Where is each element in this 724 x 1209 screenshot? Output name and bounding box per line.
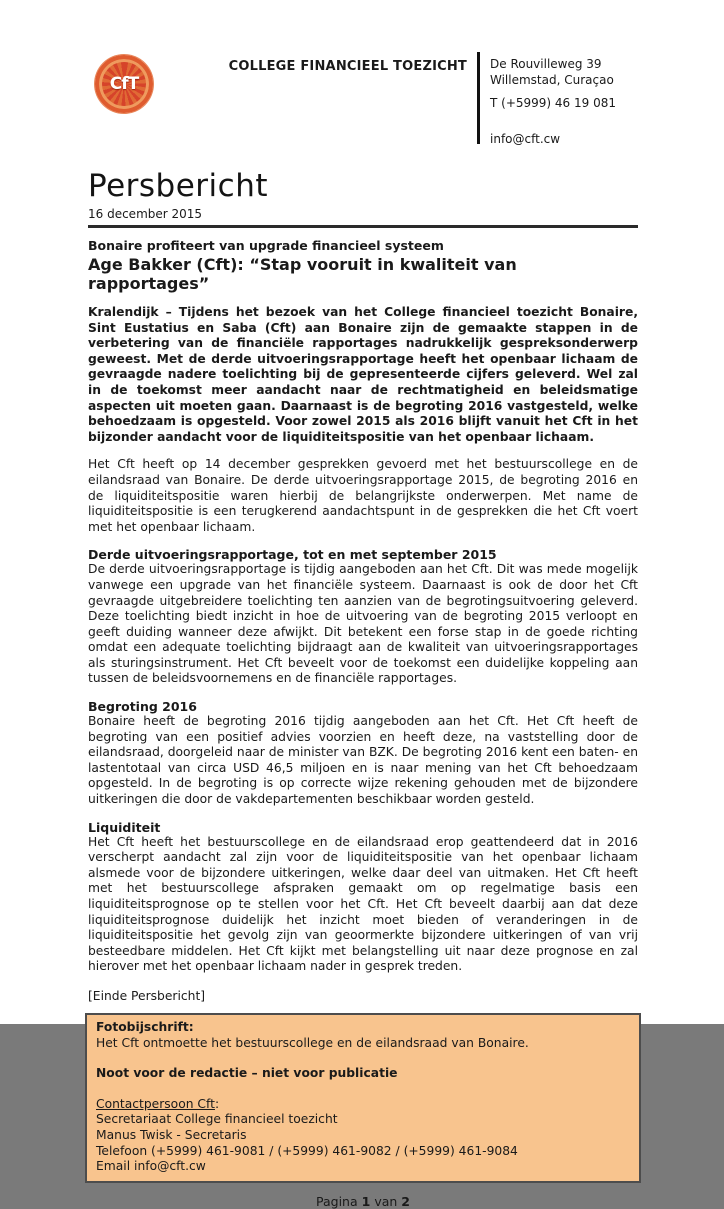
section-begroting-2016 xyxy=(88,699,638,808)
section-body: Bonaire heeft de begroting 2016 tijdig aangeboden aan het Cft. Het Cft heeft de begroting van een positief advies voorzien en heeft deze, na vaststelling door de eilandsraad, doorgeleid naar de minister van BZK. De begroting 2016 kent een baten- en lastentotaal van circa USD 46,5 miljoen en is naar mening van het Cft behoedzaam opgesteld. In de begroting is op correcte wijze rekening gehouden met de bijzondere uitkeringen die door de vakdepartementen beschikbaar worden gesteld. xyxy=(88,714,638,807)
address-city: Willemstad, Curaçao xyxy=(490,73,614,87)
section-heading: Begroting 2016 xyxy=(88,699,197,715)
section-body: Het Cft heeft het bestuurscollege en de eilandsraad erop geattendeerd dat in 2016 verscherpt aandacht zal zijn voor de liquiditeitspositie van het openbaar lichaam alsmede voor de bijzondere uitkeringen, welke daar deel van uitmaken. Het Cft heeft met het bestuurscollege afspraken gemaakt om op regelmatige basis een liquiditeitsprognose op te stellen voor het Cft. Het Cft beveelt daarbij aan dat deze liquiditeitsprognose duidelijk het inzicht moet bieden of veranderingen in de liquiditeitspositie het gevolg zijn van geoormerkte bijzondere uitkeringen of van vrij besteedbare middelen. Het Cft kijkt met belangstelling uit naar deze prognose en zal hierover met het openbaar lichaam nader in gesprek treden. xyxy=(88,834,638,974)
editor-note-heading: Noot voor de redactie – niet voor publicatie xyxy=(96,1066,398,1081)
contact-person-label: Contactpersoon Cft xyxy=(96,1096,215,1111)
note-box-spacer xyxy=(96,1082,630,1097)
cft-logo-text: CfT xyxy=(109,74,139,94)
letterhead xyxy=(88,52,638,147)
section-heading: Derde uitvoeringsrapportage, tot en met september 2015 xyxy=(88,547,497,563)
headline-kicker: Bonaire profiteert van upgrade financieel systeem xyxy=(88,238,444,253)
section-heading: Liquiditeit xyxy=(88,819,161,835)
section-liquiditeit xyxy=(88,820,638,975)
lead-paragraph: Kralendijk – Tijdens het bezoek van het College financieel toezicht Bonaire, Sint Eustatius en Saba (Cft) aan Bonaire zijn de gemaakte stappen in de verbetering van de financiële rapportages nadrukkelijk gespreksonderwerp geweest. Met de derde uitvoeringsrapportage heeft het openbaar lichaam de gevraagde nadere toelichting bij de gepresenteerde cijfers geleverd. Wel zal in de toekomst meer aandacht naar de rechtmatigheid en beleidsmatige aspecten uit moeten gaan. Daarnaast is de begroting 2016 vastgesteld, welke behoedzaam is opgesteld. Voor zowel 2015 als 2016 blijft vanuit het Cft in het bijzonder aandacht voor de liquiditeitspositie van het openbaar lichaam. xyxy=(88,305,638,444)
page-content xyxy=(88,52,638,1209)
section-derde-uitvoeringsrapportage xyxy=(88,547,638,687)
section-body: De derde uitvoeringsrapportage is tijdig aangeboden aan het Cft. Dit was mede mogelijk vanwege een upgrade van het financiële systeem. Daarnaast is ook de door het Cft gevraagde uitgebreidere toelichting ten aanzien van de begrotingsuitvoering geleverd. Deze toelichting biedt inzicht in hoe de uitvoering van de begroting 2015 verloopt en geeft duiding wanneer deze afwijkt. Dit betekent een forse stap in de goede richting omdat een adequate toelichting bijdraagt aan de kwaliteit van uitvoeringsrapportages als sturingsinstrument. Het Cft beveelt voor de toekomst een duidelijke koppeling aan tussen de beleidsvoornemens en de financiële rapportages. xyxy=(88,562,638,686)
contact-person-line xyxy=(96,1097,630,1113)
footer-prefix: Pagina xyxy=(316,1193,358,1209)
phone-number: T (+5999) 46 19 081 xyxy=(490,96,616,110)
contact-line-phone: Telefoon (+5999) 461-9081 / (+5999) 461-9082 / (+5999) 461-9084 xyxy=(96,1143,518,1158)
contact-line-secretariat: Secretariaat College financieel toezicht xyxy=(96,1112,338,1127)
footer-total-pages: 2 xyxy=(401,1193,410,1209)
intro-paragraph: Het Cft heeft op 14 december gesprekken gevoerd met het bestuurscollege en de eilandsraad van Bonaire. De derde uitvoeringsrapportage 2015, de begroting 2016 en de liquiditeitspositie waren hierbij de belangrijkste onderwerpen. Met name de liquiditeitspositie is een terugkerend aandachtspunt in de gesprekken die het Cft voert met het openbaar lichaam. xyxy=(88,457,638,534)
organization-name: COLLEGE FINANCIEEL TOEZICHT xyxy=(228,59,467,74)
note-box-spacer xyxy=(96,1051,630,1066)
title-block xyxy=(88,168,638,228)
address-gap xyxy=(490,111,638,131)
contact-line-secretary: Manus Twisk - Secretaris xyxy=(96,1127,247,1142)
document-title: Persbericht xyxy=(88,168,269,204)
contact-person-colon: : xyxy=(214,1096,220,1111)
contact-line-email: Email info@cft.cw xyxy=(96,1159,206,1174)
cft-logo-icon xyxy=(95,55,153,113)
footer-separator: van xyxy=(374,1193,398,1209)
email-address: info@cft.cw xyxy=(490,132,561,146)
headline-main: Age Bakker (Cft): “Stap vooruit in kwaliteit van rapportages” xyxy=(88,255,517,293)
editor-note-box xyxy=(85,1013,641,1183)
photo-caption: Het Cft ontmoette het bestuurscollege en de eilandsraad van Bonaire. xyxy=(96,1035,529,1050)
page-footer xyxy=(88,1194,638,1209)
address-block xyxy=(480,52,638,147)
document-date: 16 december 2015 xyxy=(88,207,203,221)
footer-current-page: 1 xyxy=(361,1193,371,1209)
title-rule xyxy=(88,225,638,228)
address-gap xyxy=(490,88,638,95)
end-of-press-release: [Einde Persbericht] xyxy=(88,988,206,1003)
address-street: De Rouvilleweg 39 xyxy=(490,57,602,71)
photo-caption-label: Fotobijschrift: xyxy=(96,1019,194,1034)
